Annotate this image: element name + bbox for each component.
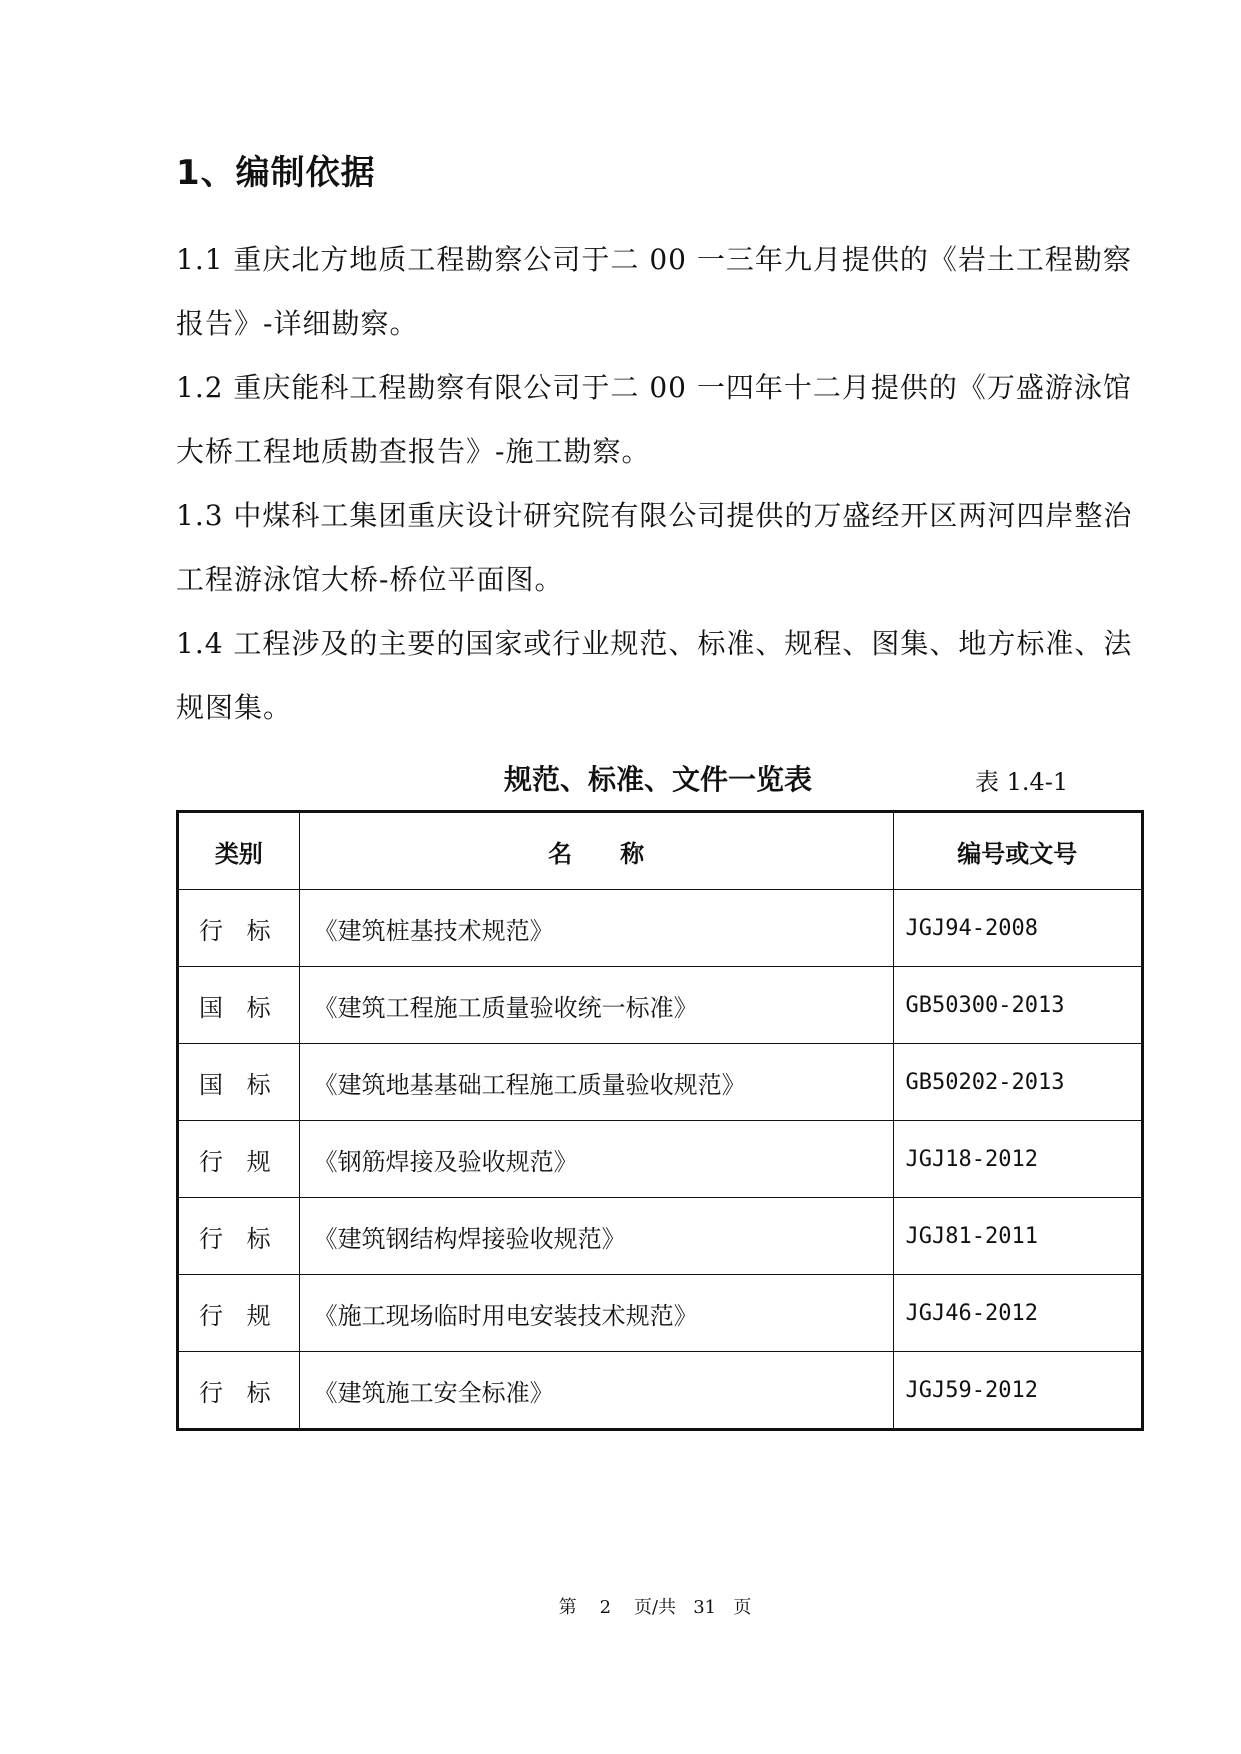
section-title: 1、编制依据 <box>176 153 376 193</box>
row-category: 行 规 <box>178 1275 300 1352</box>
table-row <box>178 1044 1143 1121</box>
row-code: JGJ46-2012 <box>893 1275 1142 1352</box>
row-category: 行 规 <box>178 1121 300 1198</box>
table-row <box>178 890 1143 967</box>
header-name: 名 称 <box>299 812 893 890</box>
footer-prefix: 第 <box>558 1597 577 1618</box>
table-row <box>178 1121 1143 1198</box>
row-category: 行 标 <box>178 1198 300 1275</box>
row-code: JGJ18-2012 <box>893 1121 1142 1198</box>
footer-current-page: 2 <box>599 1597 612 1618</box>
row-category: 行 标 <box>178 1352 300 1430</box>
row-name: 《施工现场临时用电安装技术规范》 <box>299 1275 893 1352</box>
row-name: 《建筑桩基技术规范》 <box>299 890 893 967</box>
table-row <box>178 1275 1143 1352</box>
paragraph-1-2: 1.2 重庆能科工程勘察有限公司于二 00 一四年十二月提供的《万盛游泳馆大桥工程地质勘查报告》-施工勘察。 <box>176 371 1132 468</box>
row-name: 《钢筋焊接及验收规范》 <box>299 1121 893 1198</box>
row-category: 国 标 <box>178 967 300 1044</box>
row-code: JGJ94-2008 <box>893 890 1142 967</box>
table-header-row <box>178 812 1143 890</box>
row-name: 《建筑工程施工质量验收统一标准》 <box>299 967 893 1044</box>
row-category: 国 标 <box>178 1044 300 1121</box>
row-code: JGJ59-2012 <box>893 1352 1142 1430</box>
footer-middle: 页/共 <box>633 1597 677 1618</box>
row-name: 《建筑施工安全标准》 <box>299 1352 893 1430</box>
row-name: 《建筑地基基础工程施工质量验收规范》 <box>299 1044 893 1121</box>
footer-total-pages: 31 <box>693 1597 717 1618</box>
table-number: 表 1.4-1 <box>975 768 1069 796</box>
paragraph-1-4: 1.4 工程涉及的主要的国家或行业规范、标准、规程、图集、地方标准、法规图集。 <box>176 627 1133 724</box>
paragraph-1-1: 1.1 重庆北方地质工程勘察公司于二 00 一三年九月提供的《岩土工程勘察报告》-详细勘察。 <box>176 243 1132 340</box>
row-code: JGJ81-2011 <box>893 1198 1142 1275</box>
row-code: GB50300-2013 <box>893 967 1142 1044</box>
table-caption <box>176 758 1144 798</box>
footer-suffix: 页 <box>733 1597 752 1618</box>
table-row <box>178 967 1143 1044</box>
spec-table <box>176 810 1144 1431</box>
row-category: 行 标 <box>178 890 300 967</box>
table-title: 规范、标准、文件一览表 <box>503 763 812 796</box>
paragraph-1-3: 1.3 中煤科工集团重庆设计研究院有限公司提供的万盛经开区两河四岸整治工程游泳馆大桥-桥位平面图。 <box>176 499 1133 596</box>
header-category: 类别 <box>178 812 300 890</box>
table-row <box>178 1198 1143 1275</box>
row-code: GB50202-2013 <box>893 1044 1142 1121</box>
table-row <box>178 1352 1143 1430</box>
page-footer <box>0 1593 1241 1619</box>
header-code: 编号或文号 <box>893 812 1142 890</box>
row-name: 《建筑钢结构焊接验收规范》 <box>299 1198 893 1275</box>
